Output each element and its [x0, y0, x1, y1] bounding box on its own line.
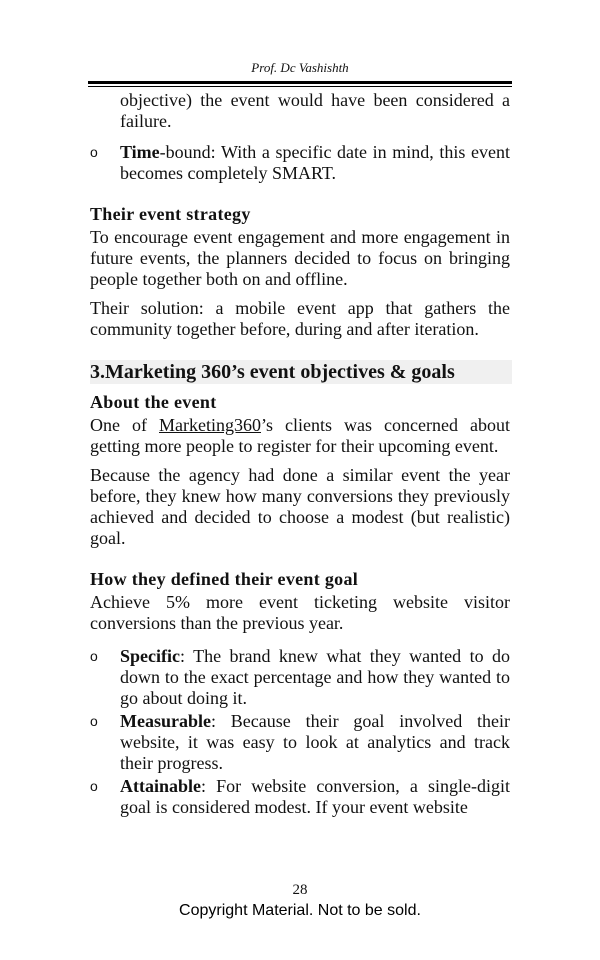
bullet-time-bound — [90, 142, 510, 184]
subheading-event-goal: How they defined their event goal — [90, 569, 359, 589]
paragraph: To encourage event engagement and more engagement in future events, the planners decided to focus on bringing people together both on and offline. — [90, 227, 510, 289]
text: ’s clients was concerned about getting more people to register for their upcoming event. — [90, 415, 510, 456]
paragraph: Their solution: a mobile event app that gathers the community together before, during and after iteration. — [90, 298, 510, 339]
bullet-circle-icon: o — [90, 778, 98, 794]
header-rule-thin — [88, 86, 512, 87]
header-rule-thick — [88, 81, 512, 84]
bullet-term: Specific — [120, 646, 180, 666]
bullet-circle-icon: o — [90, 648, 98, 664]
text: One of — [90, 415, 160, 435]
bullet-text: : For website conversion, a single-digit goal is considered modest. If your event website — [120, 776, 510, 817]
bullet-term: Measurable — [120, 711, 211, 731]
continued-bullet-text: objective) the event would have been considered a failure. — [120, 90, 510, 131]
bullet-specific — [90, 646, 510, 709]
bullet-text: : The brand knew what they wanted to do down to the exact percentage and how they wanted to go about doing it. — [120, 646, 510, 708]
paragraph — [90, 415, 510, 457]
paragraph: Because the agency had done a similar event the year before, they knew how many conversions they previously achieved and decided to choose a modest (but realistic) goal. — [90, 465, 510, 548]
bullet-measurable — [90, 711, 510, 774]
bullet-circle-icon: o — [90, 713, 98, 729]
running-header: Prof. Dc Vashishth — [251, 60, 349, 75]
copyright-notice: Copyright Material. Not to be sold. — [179, 902, 421, 919]
bullet-text: -bound: With a specific date in mind, this event becomes completely SMART. — [120, 142, 510, 183]
subheading-about-event: About the event — [90, 392, 217, 412]
bullet-attainable — [90, 776, 510, 818]
bullet-circle-icon: o — [90, 144, 98, 160]
bullet-term: Time — [120, 142, 160, 162]
section-heading: 3.Marketing 360’s event objectives & goals — [90, 360, 512, 384]
page-content — [90, 90, 510, 818]
subheading-event-strategy: Their event strategy — [90, 204, 251, 224]
page-number: 28 — [292, 882, 308, 898]
bullet-term: Attainable — [120, 776, 201, 796]
marketing360-link[interactable]: Marketing360 — [159, 415, 261, 435]
paragraph: Achieve 5% more event ticketing website visitor conversions than the previous year. — [90, 592, 510, 633]
bullet-text: : Because their goal involved their website, it was easy to look at analytics and track their progress. — [120, 711, 510, 773]
